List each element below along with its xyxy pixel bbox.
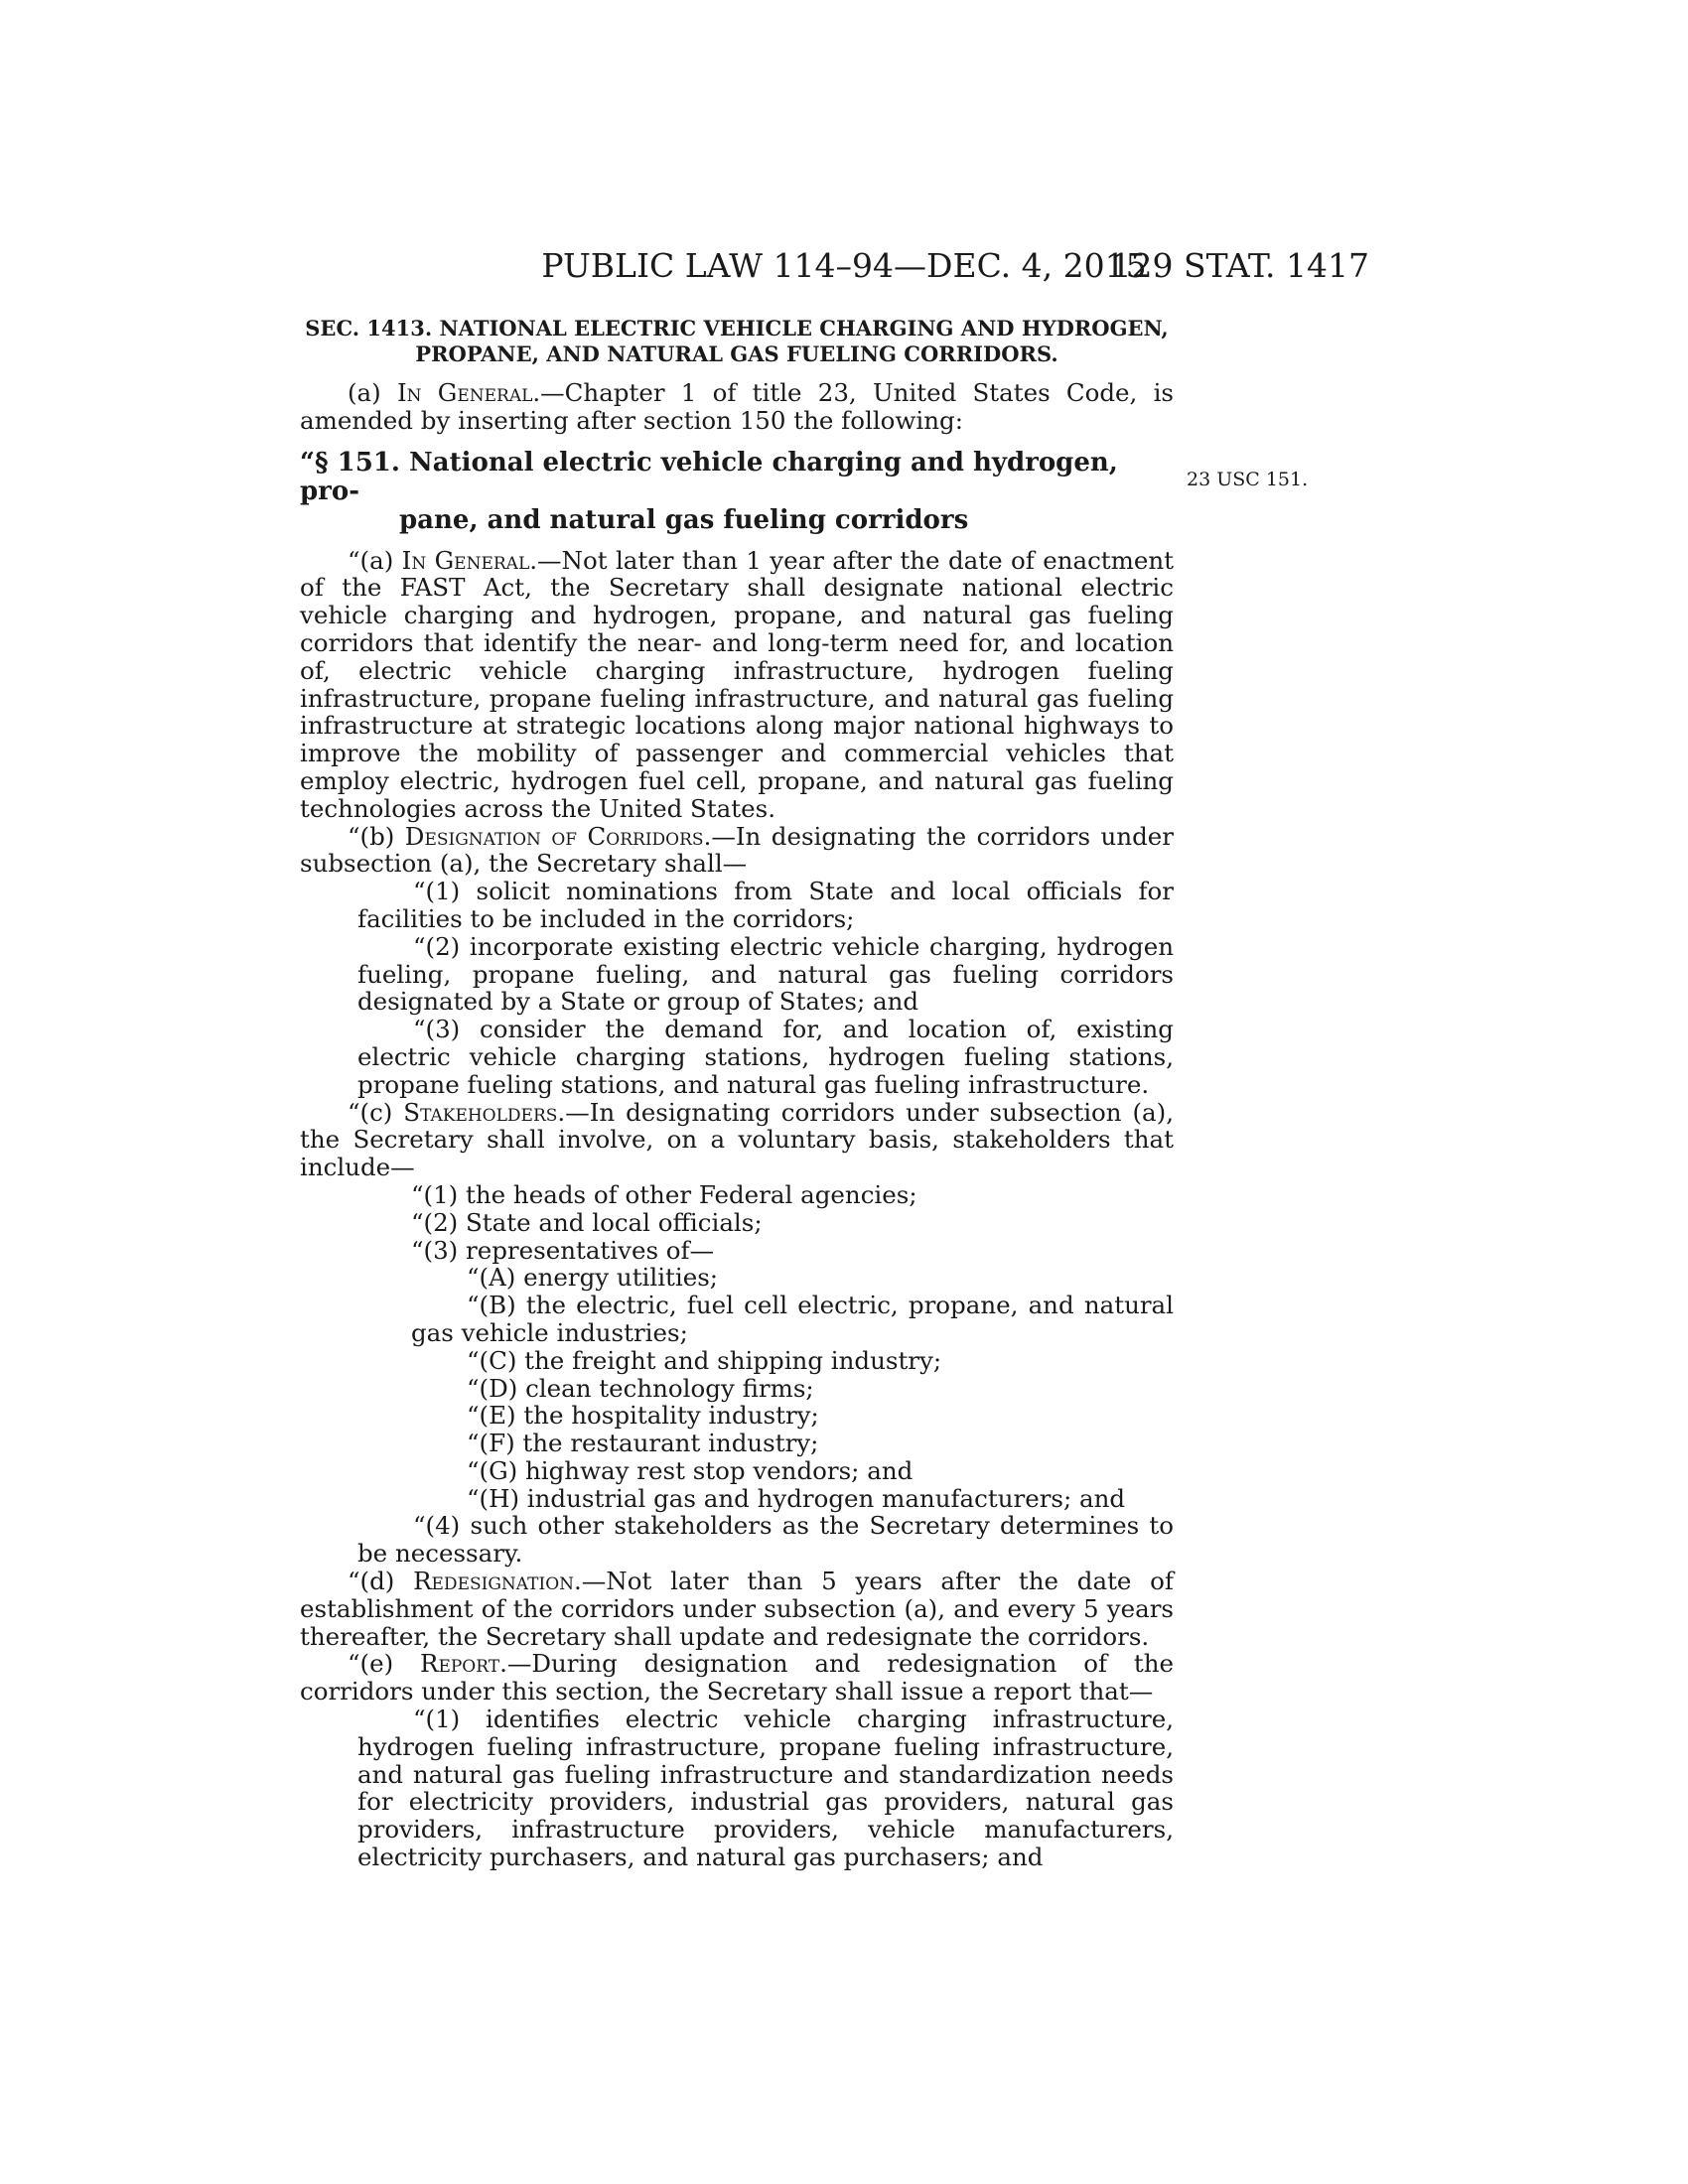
subsection-d-text: .—Not later than 5 years after the date of establishment of the corridors under subsection (a), and every 5 years thereafter, the Secretary shall update and redesignate the corridors.	[300, 1567, 1174, 1651]
subsection-c-subitem-a: “(A) energy utilities;	[467, 1263, 719, 1293]
subsection-e-caption: Report	[420, 1649, 500, 1679]
subsection-c-label: “(c)	[348, 1097, 404, 1127]
new-section-title-line1: “§ 151. National electric vehicle charging and hydrogen, pro-	[300, 447, 1118, 506]
subsection-e	[300, 1650, 1174, 1706]
section-a-text: .—Chapter 1 of title 23, United States Code, is amended by inserting after section 150 the following:	[300, 378, 1174, 435]
subsection-c-subitem-b: “(B) the electric, fuel cell electric, propane, and natural gas vehicle industries;	[411, 1291, 1174, 1347]
document-body	[300, 316, 1174, 1871]
section-heading-line2: PROPANE, AND NATURAL GAS FUELING CORRIDORS.	[415, 341, 1058, 366]
subsection-d-caption: Redesignation	[413, 1567, 575, 1596]
subsection-c-subitem-e: “(E) the hospitality industry;	[467, 1401, 819, 1431]
subsection-c-item-1: “(1) the heads of other Federal agencies;	[411, 1179, 917, 1209]
subsection-b-item-1: “(1) solicit nominations from State and local officials for facilities to be included in the corridors;	[357, 877, 1174, 933]
subsection-e-text: .—During designation and redesignation of the corridors under this section, the Secretary shall issue a report that—	[300, 1649, 1174, 1706]
subsection-c	[300, 1099, 1174, 1181]
subsection-d-label: “(d)	[348, 1567, 414, 1596]
subsection-c-item-2: “(2) State and local officials;	[411, 1207, 763, 1237]
running-header-stat: 129 STAT. 1417	[1110, 246, 1369, 285]
subsection-b-text: .—In designating the corridors under subsection (a), the Secretary shall—	[300, 821, 1174, 879]
subsection-c-subitem-d: “(D) clean technology firms;	[467, 1373, 814, 1403]
new-section-title	[300, 449, 1174, 535]
subsection-c-subitem-g: “(G) highway rest stop vendors; and	[467, 1455, 914, 1485]
subsection-a	[300, 547, 1174, 823]
subsection-c-subitem-f: “(F) the restaurant industry;	[467, 1429, 819, 1458]
subsection-a-label: “(a)	[348, 545, 402, 575]
subsection-b	[300, 823, 1174, 879]
subsection-b-item-3: “(3) consider the demand for, and location of, existing electric vehicle charging stations, hydrogen fueling stations, propane fueling stations, and natural gas fueling infrastructure.	[357, 1015, 1174, 1099]
section-paragraph-a	[300, 379, 1174, 435]
subsection-e-label: “(e)	[348, 1649, 420, 1679]
subsection-b-label: “(b)	[348, 821, 405, 851]
subsection-e-item-1: “(1) identifies electric vehicle charging infrastructure, hydrogen fueling infrastructure, propane fueling infrastructure, and natural gas fueling infrastructure and standardization needs for electricity providers, industrial gas providers, natural gas providers, infrastructure providers, vehicle manufacturers, electricity purchasers, and natural gas purchasers; and	[357, 1705, 1174, 1872]
subsection-c-subitem-h: “(H) industrial gas and hydrogen manufacturers; and	[467, 1483, 1126, 1513]
subsection-a-text: .—Not later than 1 year after the date of enactment of the FAST Act, the Secretary shall designate national electric vehicle charging and hydrogen, propane, and natural gas fueling corridors that identify the near- and long-term need for, and location of, electric vehicle charging infrastructure, hydrogen fueling infrastructure, propane fueling infrastructure, and natural gas fueling infrastructure at strategic locations along major national highways to improve the mobility of passenger and commercial vehicles that employ electric, hydrogen fuel cell, propane, and natural gas fueling technologies across the United States.	[300, 545, 1175, 823]
margin-note: 23 USC 151.	[1187, 469, 1309, 490]
section-heading	[300, 316, 1174, 367]
new-section-title-line2: pane, and natural gas fueling corridors	[399, 504, 969, 535]
subsection-b-caption: Designation of Corridors	[404, 821, 704, 851]
subsection-b-item-2: “(2) incorporate existing electric vehicle charging, hydrogen fueling, propane fueling, and natural gas fueling corridors designated by a State or group of States; and	[357, 931, 1174, 1017]
subsection-c-item-4: “(4) such other stakeholders as the Secretary determines to be necessary.	[357, 1511, 1174, 1569]
subsection-c-caption: Stakeholders	[403, 1097, 558, 1127]
section-heading-line1: SEC. 1413. NATIONAL ELECTRIC VEHICLE CHARGING AND HYDROGEN,	[305, 316, 1169, 341]
subsection-d	[300, 1568, 1174, 1650]
section-a-caption: In General	[396, 378, 533, 407]
section-a-label: (a)	[348, 378, 397, 407]
subsection-c-text: .—In designating corridors under subsection (a), the Secretary shall involve, on a voluntary basis, stakeholders that include—	[300, 1097, 1174, 1182]
subsection-a-caption: In General	[401, 545, 530, 575]
running-header-title: PUBLIC LAW 114–94—DEC. 4, 2015	[541, 246, 1147, 285]
subsection-c-item-3: “(3) representatives of—	[411, 1235, 715, 1265]
subsection-c-subitem-c: “(C) the freight and shipping industry;	[467, 1345, 942, 1375]
